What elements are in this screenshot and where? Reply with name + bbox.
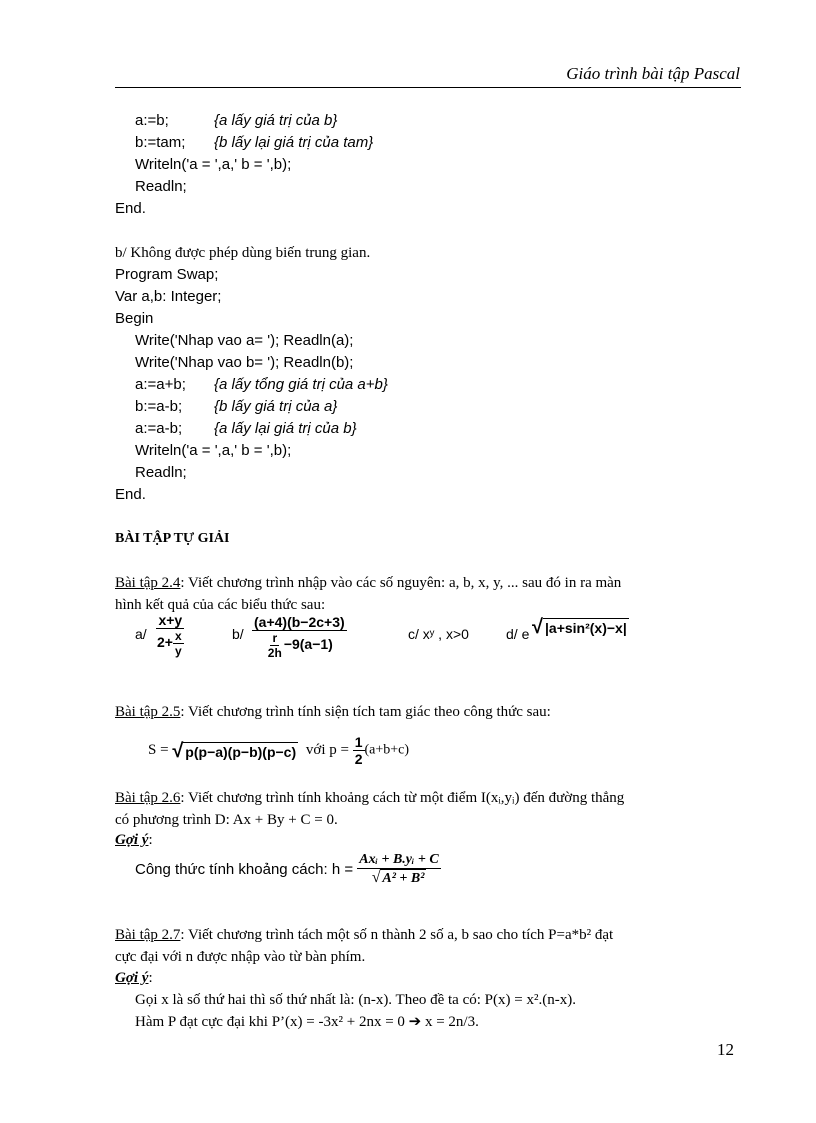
code-line: b:=tam; xyxy=(135,134,186,151)
hint-label: Gợi ý: xyxy=(115,832,153,848)
code-line: Write('Nhap vao b= '); Readln(b); xyxy=(135,354,354,371)
code-line: a:=a+b; xyxy=(135,376,186,393)
sqrt-icon: √ xyxy=(172,739,184,762)
code-line: End. xyxy=(115,486,146,503)
hint-line: Gọi x là số thứ hai thì số thứ nhất là: (n-x). Theo đề ta có: P(x) = x².(n-x). xyxy=(135,992,576,1008)
exercise-label: Bài tập 2.5 xyxy=(115,704,181,720)
exercise-2-6-line: có phương trình D: Ax + By + C = 0. xyxy=(115,812,338,828)
exercise-2-7-line: Bài tập 2.7: Viết chương trình tách một số n thành 2 số a, b sao cho tích P=a*b² đạt xyxy=(115,927,614,943)
expr-a: x+y 2+ $\frac{x}{y}$ xyxy=(157,612,183,658)
sqrt-icon: √ xyxy=(532,616,543,638)
exercise-label: Bài tập 2.6 xyxy=(115,790,181,806)
code-line: Writeln('a = ',a,' b = ',b); xyxy=(135,156,292,173)
code-comment: {b lấy lại giá trị của tam} xyxy=(214,134,374,151)
code-comment: {a lấy giá trị của b} xyxy=(214,112,338,129)
expr-d-label: d/ e xyxy=(506,626,530,642)
code-line: Program Swap; xyxy=(115,266,219,283)
code-line: Writeln('a = ',a,' b = ',b); xyxy=(135,442,292,459)
exercise-label: Bài tập 2.4 xyxy=(115,575,181,591)
exercise-2-5-line: Bài tập 2.5: Viết chương trình tính siện tích tam giác theo công thức sau: xyxy=(115,704,551,720)
header-rule xyxy=(115,87,741,88)
code-line: End. xyxy=(115,200,146,217)
area-formula: S = √ p(p−a)(p−b)(p−c) với p = $\frac{1}{2}$ (a+b+c) xyxy=(148,734,410,767)
code-line: a:=a-b; xyxy=(135,420,183,437)
expr-a-label: a/ xyxy=(135,626,147,642)
code-comment: {b lấy giá trị của a} xyxy=(214,398,338,415)
expr-c: c/ xʸ , x>0 xyxy=(408,626,469,642)
page-number: 12 xyxy=(717,1040,734,1059)
sqrt-icon: √ xyxy=(371,869,381,886)
running-header: Giáo trình bài tập Pascal xyxy=(566,64,740,83)
hint-line: Hàm P đạt cực đại khi P’(x) = -3x² + 2nx = 0 ➔ x = 2n/3. xyxy=(135,1014,479,1030)
exercise-label: Bài tập 2.7 xyxy=(115,927,181,943)
code-line: Begin xyxy=(115,310,154,327)
code-line: Write('Nhap vao a= '); Readln(a); xyxy=(135,332,354,349)
code-comment: {a lấy tổng giá trị của a+b} xyxy=(214,376,388,393)
code-line: Readln; xyxy=(135,464,187,481)
code-line: a:=b; xyxy=(135,112,169,129)
exercise-2-6-line: Bài tập 2.6: Viết chương trình tính khoảng cách từ một điểm I(xᵢ,yᵢ) đến đường thẳng xyxy=(115,790,625,806)
part-b-title: b/ Không được phép dùng biến trung gian. xyxy=(115,245,371,261)
exercise-2-4-line: hình kết quả của các biểu thức sau: xyxy=(115,597,326,613)
hint-label: Gợi ý: xyxy=(115,970,153,986)
exercise-2-4-line: Bài tập 2.4: Viết chương trình nhập vào các số nguyên: a, b, x, y, ... sau đó in ra màn xyxy=(115,575,622,591)
code-line: b:=a-b; xyxy=(135,398,183,415)
code-line: Readln; xyxy=(135,178,187,195)
distance-formula: Công thức tính khoảng cách: h = Axᵢ + B.yᵢ + C √ A² + B² xyxy=(135,852,439,886)
expr-b: (a+4)(b−2c+3) $\frac{r}{2h}$ −9(a−1) xyxy=(254,614,345,660)
code-comment: {a lấy lại giá trị của b} xyxy=(214,420,357,437)
expr-b-label: b/ xyxy=(232,626,244,642)
exercise-2-7-line: cực đại với n được nhập vào từ bàn phím. xyxy=(115,949,366,965)
code-line: Var a,b: Integer; xyxy=(115,288,222,305)
section-title: BÀI TẬP TỰ GIẢI xyxy=(115,531,230,546)
expr-d: √ |a+sin²(x)−x| xyxy=(532,616,627,638)
